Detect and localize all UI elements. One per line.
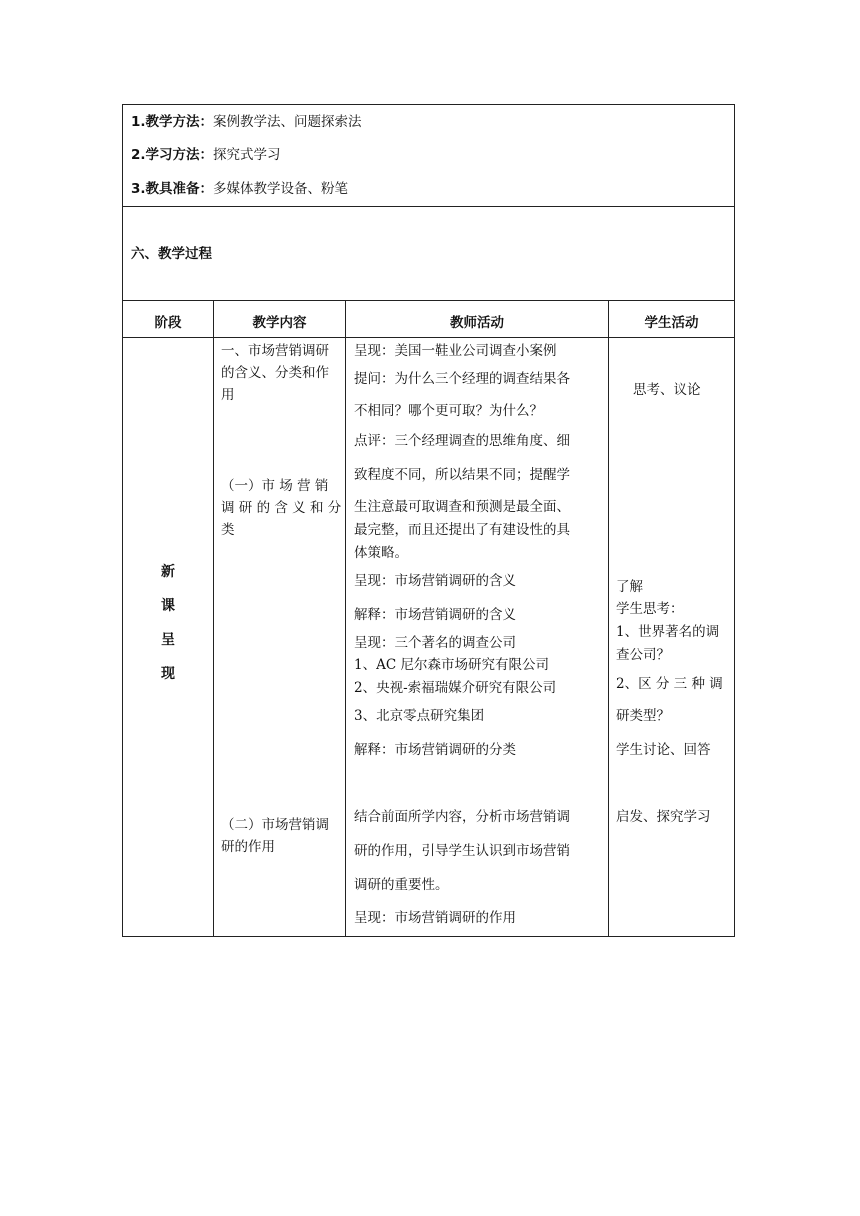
content-line: 的含义、分类和作 [221, 365, 329, 381]
content-line: 研的作用 [221, 839, 275, 855]
teacher-line: 3、北京零点研究集团 [354, 708, 485, 724]
teacher-line: 解释：市场营销调研的含义 [354, 607, 516, 623]
content-line: 类 [221, 522, 235, 538]
header-stage: 阶段 [154, 315, 182, 331]
teacher-line: 不相同？哪个更可取？为什么？ [354, 403, 543, 419]
stage-char: 课 [161, 598, 175, 614]
student-line: 2、区 分 三 种 调 [616, 676, 723, 692]
section-title: 六、教学过程 [131, 246, 212, 262]
content-line: 一、市场营销调研 [221, 343, 329, 359]
content-line: （一）市 场 营 销 [221, 478, 329, 494]
teacher-line: 1、AC 尼尔森市场研究有限公司 [354, 657, 549, 673]
student-line: 1、世界著名的调 [616, 624, 720, 640]
stage-char: 呈 [161, 632, 175, 648]
teaching-method-label: 1.教学方法： [131, 114, 214, 130]
header-teacher: 教师活动 [450, 315, 504, 331]
content-line: （二）市场营销调 [221, 817, 329, 833]
student-line: 启发、探究学习 [616, 809, 711, 825]
teacher-line: 2、央视-索福瑞媒介研究有限公司 [354, 680, 557, 696]
student-line: 思考、议论 [633, 382, 701, 398]
student-line: 了解 [616, 579, 643, 595]
teaching-method-value: 案例教学法、问题探索法 [213, 114, 362, 130]
learning-method-value: 探究式学习 [213, 147, 281, 163]
teacher-line: 点评：三个经理调查的思维角度、细 [354, 433, 570, 449]
student-line: 学生讨论、回答 [616, 742, 711, 758]
tools-value: 多媒体教学设备、粉笔 [213, 181, 349, 197]
teacher-line: 呈现：市场营销调研的含义 [354, 573, 516, 589]
content-line: 用 [221, 387, 235, 403]
teacher-line: 呈现：美国一鞋业公司调查小案例 [354, 343, 557, 359]
teacher-line: 致程度不同，所以结果不同；提醒学 [354, 467, 570, 483]
stage-char: 现 [161, 666, 175, 682]
teaching-method-row [131, 113, 362, 131]
teacher-line: 体策略。 [354, 545, 408, 561]
student-line: 研类型？ [616, 708, 670, 724]
content-line: 调 研 的 含 义 和 分 [221, 500, 342, 516]
teacher-line: 最完整，而且还提出了有建设性的具 [354, 522, 570, 538]
stage-char: 新 [161, 564, 175, 580]
learning-method-label: 2.学习方法： [131, 147, 214, 163]
tools-label: 3.教具准备： [131, 181, 214, 197]
teacher-line: 提问：为什么三个经理的调查结果各 [354, 371, 570, 387]
teacher-line: 解释：市场营销调研的分类 [354, 742, 516, 758]
teacher-line: 研的作用，引导学生认识到市场营销 [354, 843, 570, 859]
header-content: 教学内容 [252, 315, 307, 331]
teacher-line: 呈现：三个著名的调查公司 [354, 635, 516, 651]
teacher-line: 结合前面所学内容，分析市场营销调 [354, 809, 570, 825]
tools-row [131, 180, 348, 198]
teacher-line: 呈现：市场营销调研的作用 [354, 910, 516, 926]
student-line: 查公司？ [616, 647, 670, 663]
header-student: 学生活动 [644, 315, 699, 331]
teacher-line: 调研的重要性。 [354, 877, 449, 893]
student-line: 学生思考： [616, 601, 684, 617]
learning-method-row [131, 146, 281, 164]
teacher-line: 生注意最可取调查和预测是最全面、 [354, 499, 570, 515]
